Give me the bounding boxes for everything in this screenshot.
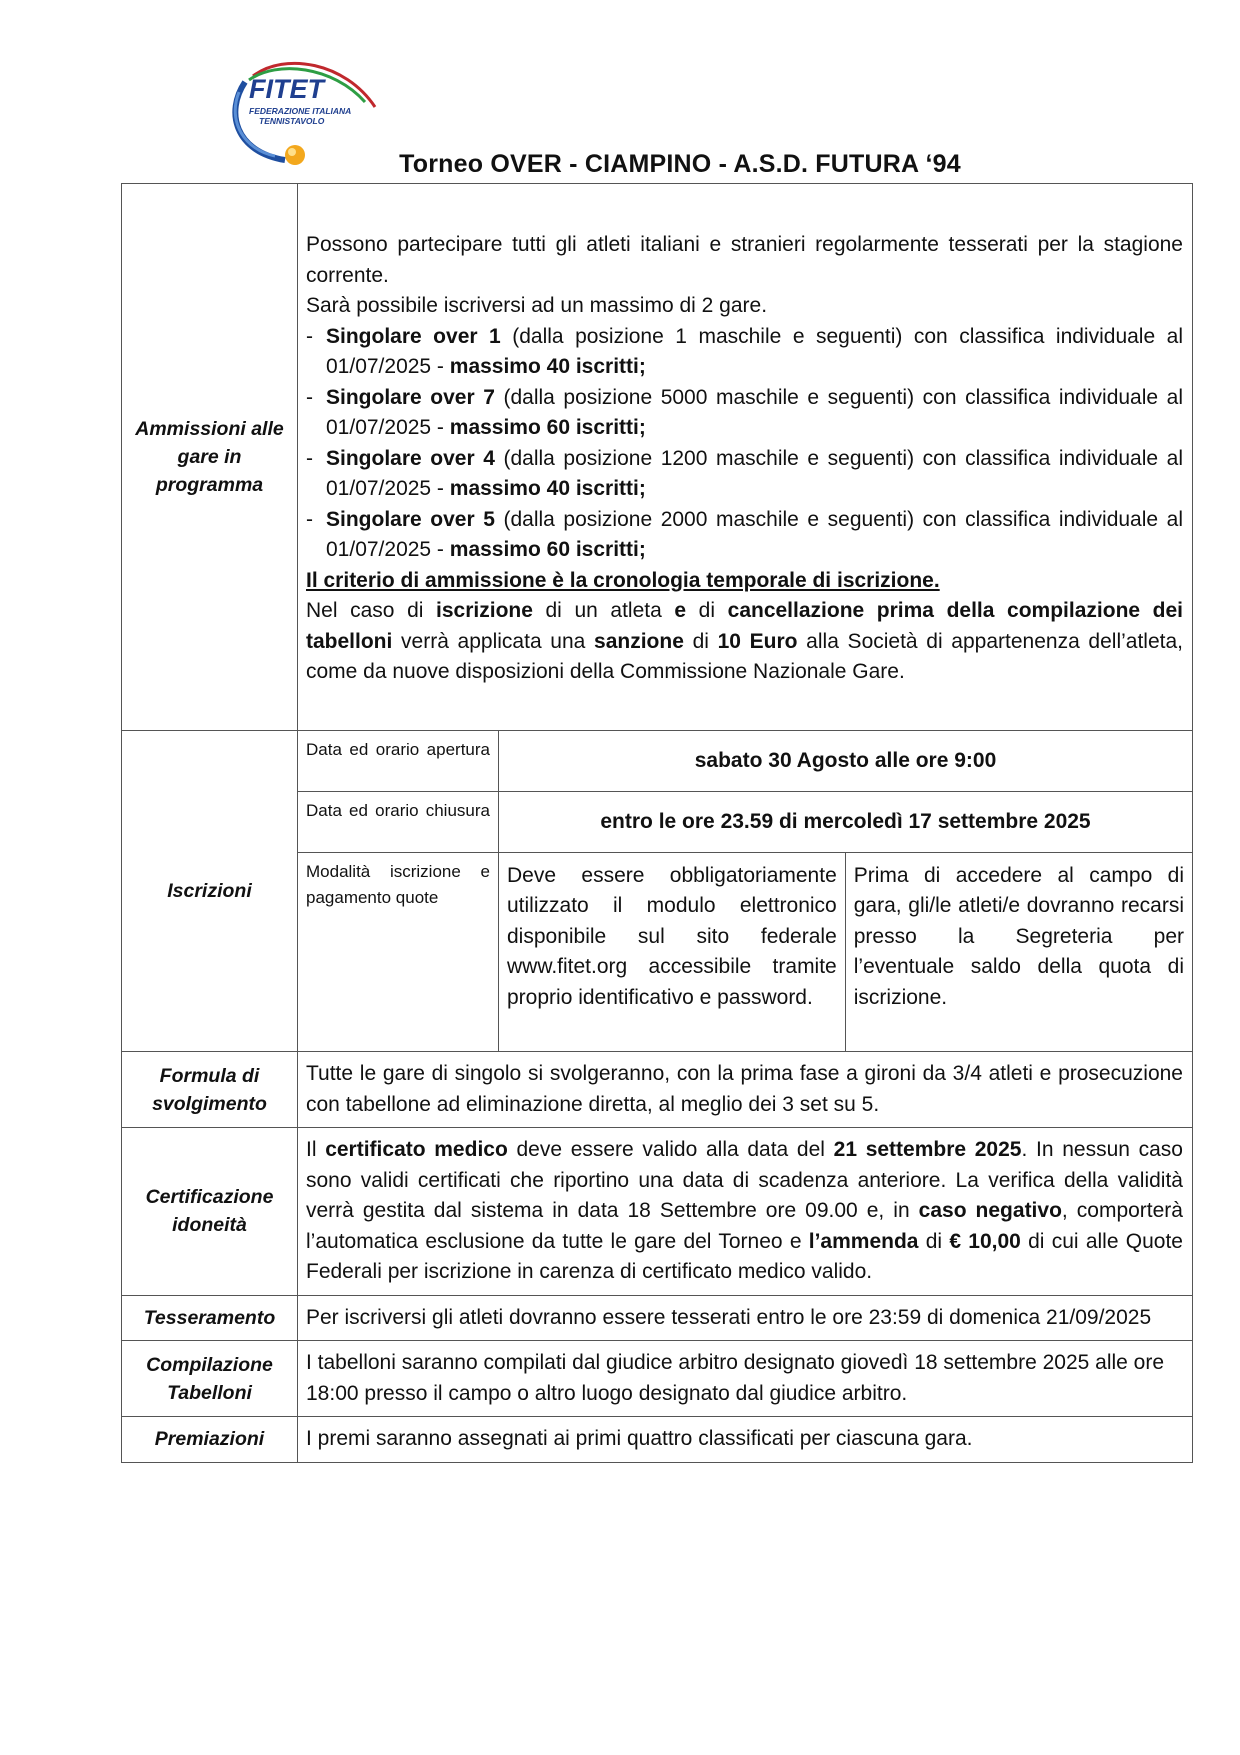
svg-text:FEDERAZIONE ITALIANA: FEDERAZIONE ITALIANA bbox=[249, 106, 352, 116]
row-tesseramento bbox=[122, 1295, 1193, 1341]
row-compilazione bbox=[122, 1341, 1193, 1417]
content-premiazioni: I premi saranno assegnati ai primi quattro classificati per ciascuna gara. bbox=[298, 1417, 1193, 1463]
sanzione-text: Nel caso di iscrizione di un atleta e di cancellazione prima della compilazione dei tabelloni verrà applicata una sanzione di 10 Euro alla Società di appartenenza dell’atleta, come da nuove disposizioni della Commissione Nazionale Gare. bbox=[306, 599, 1184, 683]
label-premiazioni: Premiazioni bbox=[122, 1417, 298, 1463]
row-premiazioni bbox=[122, 1417, 1193, 1463]
document-title: Torneo OVER - CIAMPINO - A.S.D. FUTURA ‘94 bbox=[399, 150, 961, 178]
ammissioni-intro: Possono partecipare tutti gli atleti italiani e stranieri regolarmente tesserati per la stagione corrente. bbox=[306, 233, 1183, 287]
iscrizioni-details bbox=[298, 730, 1193, 1052]
row-ammissioni bbox=[122, 184, 1193, 731]
content-formula: Tutte le gare di singolo si svolgeranno, con la prima fase a gironi da 3/4 atleti e prosecuzione con tabellone ad eliminazione diretta, al meglio dei 3 set su 5. bbox=[298, 1052, 1193, 1128]
list-item: - Singolare over 4 (dalla posizione 1200 maschile e seguenti) con classifica individuale al 01/07/2025 - massimo 40 iscritti; bbox=[306, 446, 1183, 500]
label-iscrizioni: Iscrizioni bbox=[122, 730, 298, 1052]
row-iscrizioni bbox=[122, 730, 1193, 1052]
content-certificazione: Il certificato medico deve essere valido alla data del 21 settembre 2025. In nessun caso sono validi certificati che riportino una data di scadenza anteriore. La verifica della validità verrà gestita dal sistema in data 18 Settembre ore 09.00 e, in caso negativo, comporterà l’automatica esclusione da tutte le gare del Torneo e l’ammenda di € 10,00 di cui alle Quote Federali per iscrizione in carenza di certificato medico valido. bbox=[298, 1128, 1193, 1296]
list-item: - Singolare over 1 (dalla posizione 1 maschile e seguenti) con classifica individuale al 01/07/2025 - massimo 40 iscritti; bbox=[306, 324, 1183, 378]
list-item: - Singolare over 7 (dalla posizione 5000 maschile e seguenti) con classifica individuale al 01/07/2025 - massimo 60 iscritti; bbox=[306, 385, 1183, 439]
apertura-label: Data ed orario apertura bbox=[298, 731, 499, 792]
content-tesseramento: Per iscriversi gli atleti dovranno essere tesserati entro le ore 23:59 di domenica 21/09/2025 bbox=[298, 1295, 1193, 1341]
row-formula bbox=[122, 1052, 1193, 1128]
label-ammissioni: Ammissioni alle gare in programma bbox=[122, 184, 298, 731]
modalita-left: Deve essere obbligatoriamente utilizzato il modulo elettronico disponibile sul sito federale www.fitet.org accessibile tramite proprio identificativo e password. bbox=[499, 852, 846, 1051]
apertura-value: sabato 30 Agosto alle ore 9:00 bbox=[499, 731, 1193, 792]
criterio-ammissione: Il criterio di ammissione è la cronologia temporale di iscrizione. bbox=[306, 568, 940, 592]
chiusura-label: Data ed orario chiusura bbox=[298, 791, 499, 852]
content-compilazione: I tabelloni saranno compilati dal giudice arbitro designato giovedì 18 settembre 2025 alle ore 18:00 presso il campo o altro luogo designato dal giudice arbitro. bbox=[298, 1341, 1193, 1417]
svg-text:TENNISTAVOLO: TENNISTAVOLO bbox=[259, 116, 325, 126]
label-tesseramento: Tesseramento bbox=[122, 1295, 298, 1341]
label-formula: Formula di svolgimento bbox=[122, 1052, 298, 1128]
list-item: - Singolare over 5 (dalla posizione 2000 maschile e seguenti) con classifica individuale al 01/07/2025 - massimo 60 iscritti; bbox=[306, 507, 1183, 561]
label-compilazione: Compilazione Tabelloni bbox=[122, 1341, 298, 1417]
svg-text:FITET: FITET bbox=[249, 74, 324, 104]
regulation-table bbox=[121, 183, 1193, 1463]
row-certificazione bbox=[122, 1128, 1193, 1296]
label-certificazione: Certificazione idoneità bbox=[122, 1128, 298, 1296]
modalita-right: Prima di accedere al campo di gara, gli/le atleti/e dovranno recarsi presso la Segreteria per l’eventuale saldo della quota di iscrizione. bbox=[845, 852, 1192, 1051]
modalita-label: Modalità iscrizione e pagamento quote bbox=[298, 852, 499, 1051]
content-ammissioni bbox=[298, 184, 1193, 731]
ammissioni-max-gare: Sarà possibile iscriversi ad un massimo di 2 gare. bbox=[306, 294, 768, 317]
chiusura-value: entro le ore 23.59 di mercoledì 17 settembre 2025 bbox=[499, 791, 1193, 852]
